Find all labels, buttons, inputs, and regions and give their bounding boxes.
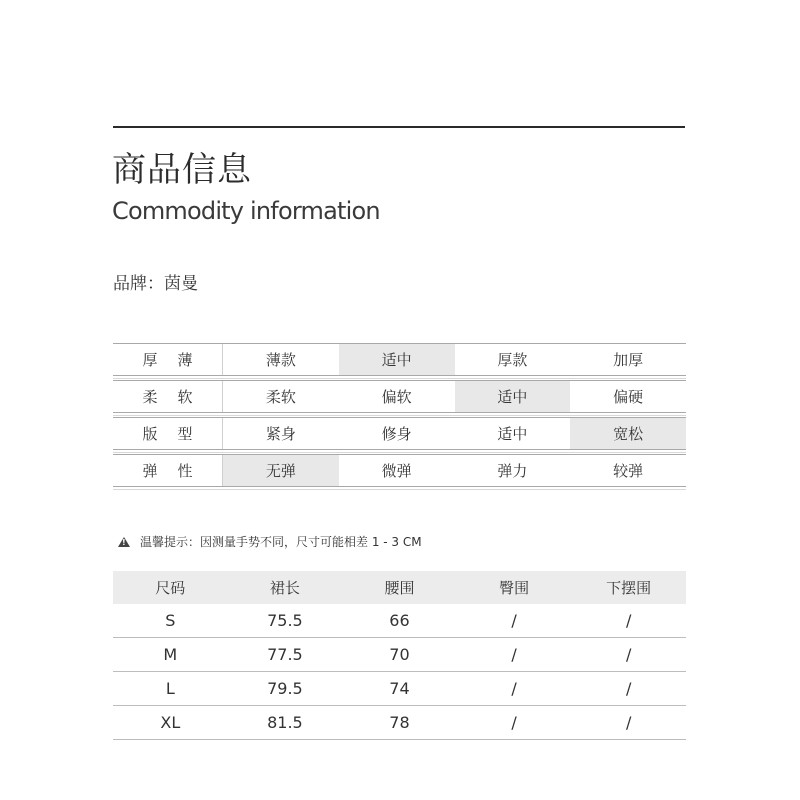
size-cell: 66 bbox=[389, 611, 410, 630]
size-header-cell: 尺码 bbox=[155, 579, 186, 597]
brand-label: 品牌：茵曼 bbox=[113, 274, 198, 294]
size-cell: 74 bbox=[389, 679, 410, 698]
size-cell: 79.5 bbox=[267, 679, 303, 698]
attribute-option: 微弹 bbox=[381, 462, 412, 480]
attribute-label: 版型 bbox=[113, 418, 223, 449]
size-header-cell: 下摆围 bbox=[606, 579, 652, 597]
size-cell: / bbox=[625, 679, 632, 698]
size-header-cell: 腰围 bbox=[384, 579, 415, 597]
size-cell: / bbox=[511, 713, 517, 732]
attribute-option: 柔软 bbox=[265, 388, 296, 406]
size-cell: 75.5 bbox=[267, 611, 303, 630]
attribute-option: 较弹 bbox=[613, 462, 644, 480]
attribute-label: 弹性 bbox=[113, 455, 223, 486]
table-row bbox=[113, 672, 686, 706]
attribute-label: 柔软 bbox=[113, 381, 223, 412]
top-divider bbox=[113, 126, 685, 128]
table-row bbox=[113, 706, 686, 740]
size-cell: / bbox=[511, 611, 517, 630]
size-header-cell: 臀围 bbox=[499, 579, 530, 597]
measurement-notice bbox=[118, 533, 422, 551]
attribute-option: 弹力 bbox=[497, 462, 528, 480]
attribute-row-thickness bbox=[113, 343, 686, 376]
attribute-option: 紧身 bbox=[265, 425, 296, 443]
size-header-cell: 裙长 bbox=[269, 579, 300, 597]
attribute-option: 偏软 bbox=[381, 388, 412, 406]
size-table bbox=[113, 571, 686, 740]
attribute-row-softness bbox=[113, 380, 686, 413]
size-cell: 70 bbox=[389, 645, 410, 664]
attribute-row-fit bbox=[113, 417, 686, 450]
size-cell: / bbox=[625, 713, 632, 732]
table-row bbox=[113, 604, 686, 638]
size-cell: 81.5 bbox=[267, 713, 303, 732]
attribute-option: 适中 bbox=[455, 381, 571, 412]
size-cell: S bbox=[165, 611, 176, 630]
table-row bbox=[113, 638, 686, 672]
notice-text: 温馨提示：因测量手势不同，尺寸可能相差 1 - 3 CM bbox=[140, 535, 422, 549]
warning-icon bbox=[118, 537, 130, 547]
page-subtitle: Commodity information bbox=[112, 197, 380, 225]
size-cell: XL bbox=[160, 713, 181, 732]
size-cell: 77.5 bbox=[267, 645, 303, 664]
size-cell: / bbox=[625, 645, 632, 664]
attribute-option: 修身 bbox=[381, 425, 412, 443]
attribute-option: 薄款 bbox=[265, 351, 296, 369]
attribute-option: 偏硬 bbox=[613, 388, 644, 406]
attribute-option: 加厚 bbox=[613, 351, 644, 369]
attribute-option: 厚款 bbox=[497, 351, 528, 369]
page-title: 商品信息 bbox=[112, 150, 252, 190]
attribute-label: 厚薄 bbox=[113, 344, 223, 375]
size-cell: / bbox=[511, 679, 517, 698]
size-cell: 78 bbox=[389, 713, 410, 732]
attribute-option: 适中 bbox=[497, 425, 528, 443]
attribute-option: 无弹 bbox=[223, 455, 339, 486]
attribute-table bbox=[113, 343, 686, 491]
size-cell: L bbox=[165, 679, 175, 698]
attribute-option: 宽松 bbox=[570, 418, 686, 449]
size-cell: / bbox=[625, 611, 632, 630]
attribute-row-elasticity bbox=[113, 454, 686, 487]
size-cell: / bbox=[511, 645, 517, 664]
size-cell: M bbox=[163, 645, 178, 664]
attribute-option: 适中 bbox=[339, 344, 455, 375]
size-table-header bbox=[113, 571, 686, 604]
